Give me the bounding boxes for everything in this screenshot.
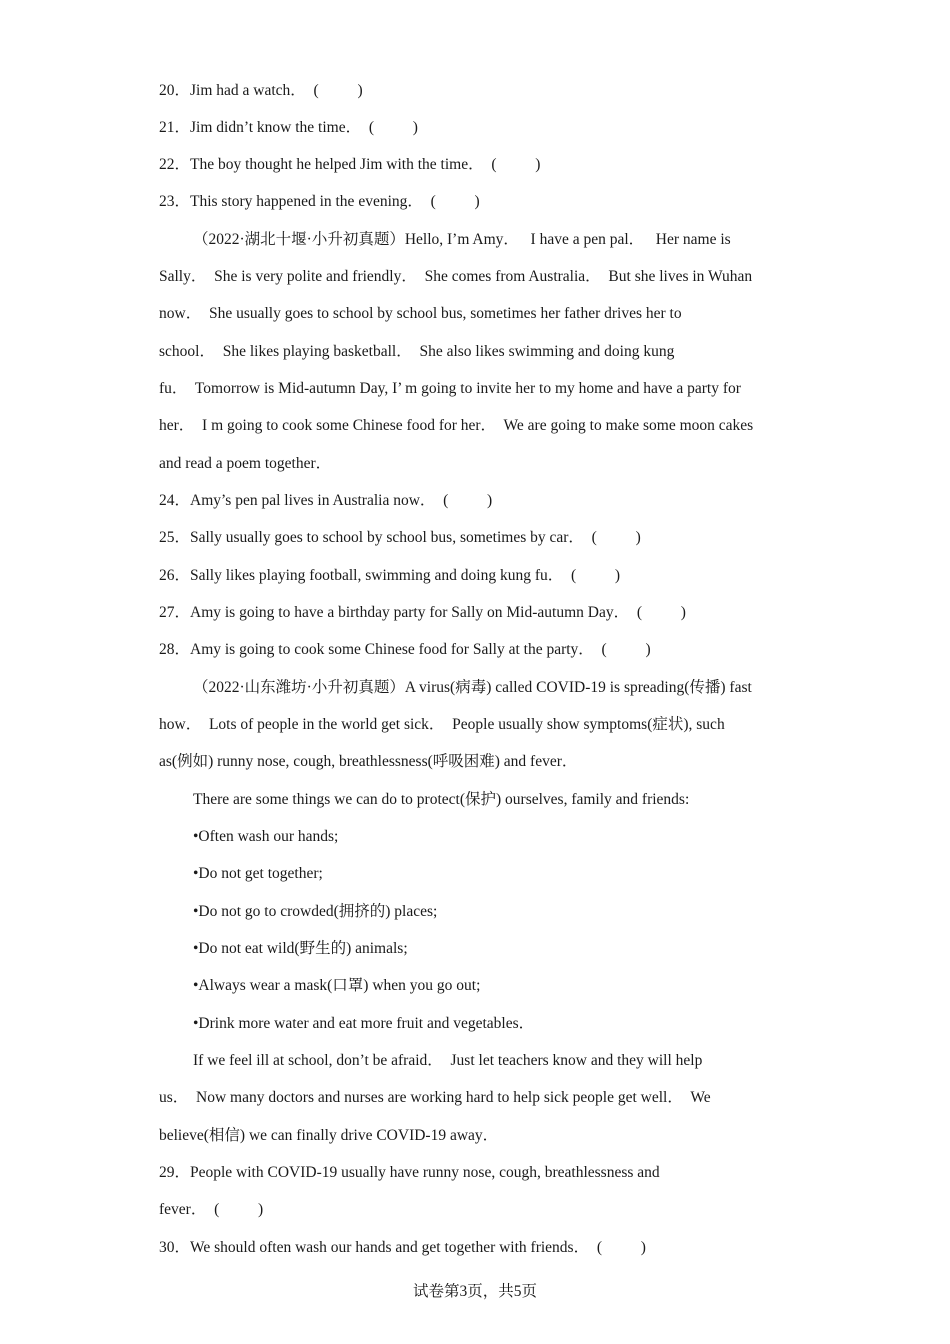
question-30: 30．We should often wash our hands and get together with friends． ( ): [159, 1239, 646, 1256]
question-24: 24．Amy’s pen pal lives in Australia now． ( ): [159, 492, 493, 509]
passage-2-line: now． She usually goes to school by school bus, sometimes her father drives her to: [159, 305, 682, 322]
page-footer: 试卷第3页，共5页: [412, 1283, 537, 1300]
passage-3-line: If we feel ill at school, don’t be afraid． Just let teachers know and they will help: [193, 1052, 703, 1069]
bullet-item: •Do not eat wild(野生的) animals;: [193, 940, 408, 957]
question-25: 25．Sally usually goes to school by school bus, sometimes by car． ( ): [159, 529, 641, 546]
question-29-continued: fever． ( ): [159, 1201, 264, 1218]
passage-2-line: and read a poem together．: [159, 455, 332, 472]
question-26: 26．Sally likes playing football, swimming and doing kung fu． ( ): [159, 567, 621, 584]
bullet-item: •Drink more water and eat more fruit and vegetables．: [193, 1015, 535, 1032]
passage-3-line: how． Lots of people in the world get sick． People usually show symptoms(症状), such: [159, 716, 725, 733]
bullet-item: •Often wash our hands;: [193, 828, 339, 845]
bullet-item: •Do not get together;: [193, 865, 323, 882]
question-29: 29．People with COVID-19 usually have runny nose, cough, breathlessness and: [159, 1164, 660, 1181]
passage-2-line: school． She likes playing basketball． She also likes swimming and doing kung: [159, 343, 675, 360]
passage-3-line: believe(相信) we can finally drive COVID-19 away．: [159, 1127, 499, 1144]
passage-2-line: her． I m going to cook some Chinese food for her． We are going to make some moon cakes: [159, 417, 754, 434]
passage-3-line: （2022·山东潍坊·小升初真题）A virus(病毒) called COVID-19 is spreading(传播) fast: [193, 679, 752, 696]
passage-2-line: （2022·湖北十堰·小升初真题）Hello, I’m Amy． I have a pen pal． Her name is: [193, 231, 731, 248]
question-21: 21．Jim didn’t know the time． ( ): [159, 119, 418, 136]
question-22: 22．The boy thought he helped Jim with the time． ( ): [159, 156, 541, 173]
bullet-item: •Do not go to crowded(拥挤的) places;: [193, 903, 438, 920]
question-27: 27．Amy is going to have a birthday party for Sally on Mid-autumn Day． ( ): [159, 604, 686, 621]
passage-2-line: fu． Tomorrow is Mid-autumn Day, I’ m going to invite her to my home and have a party for: [159, 380, 741, 397]
question-20: 20．Jim had a watch． ( ): [159, 82, 363, 99]
passage-3-line: There are some things we can do to protect(保护) ourselves, family and friends:: [193, 791, 690, 808]
passage-2-line: Sally． She is very polite and friendly． She comes from Australia． But she lives in Wuhan: [159, 268, 753, 285]
bullet-item: •Always wear a mask(口罩) when you go out;: [193, 977, 481, 994]
question-28: 28．Amy is going to cook some Chinese food for Sally at the party． ( ): [159, 641, 651, 658]
passage-3-line: us． Now many doctors and nurses are working hard to help sick people get well． We: [159, 1089, 711, 1106]
passage-3-line: as(例如) runny nose, cough, breathlessness(呼吸困难) and fever．: [159, 753, 578, 770]
question-23: 23．This story happened in the evening． ( ): [159, 193, 480, 210]
